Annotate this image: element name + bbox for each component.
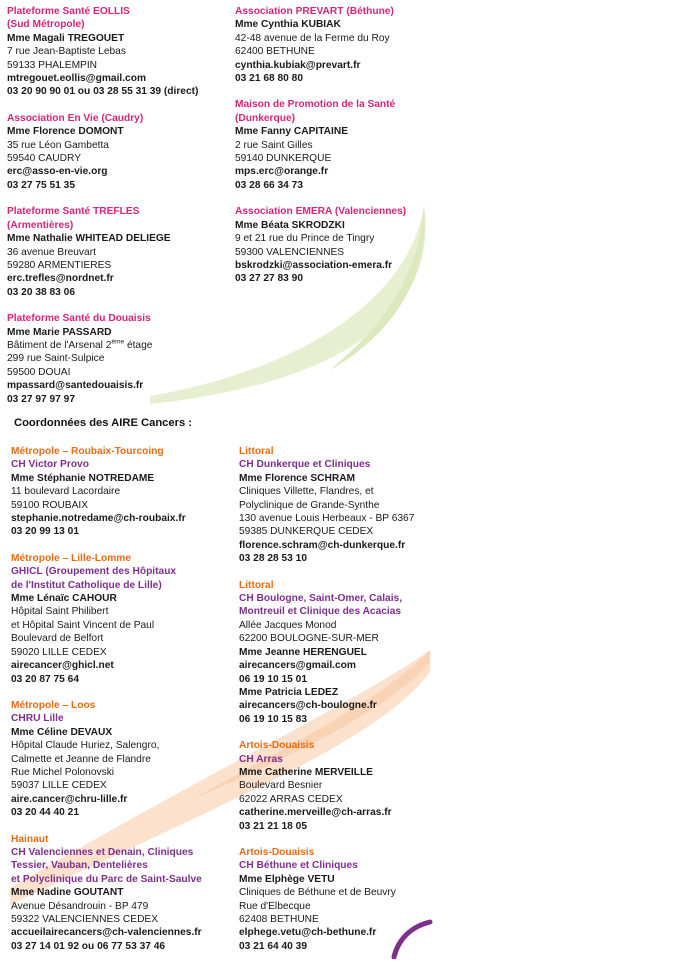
address-line: 130 avenue Louis Herbeaux - BP 6367 bbox=[239, 513, 415, 525]
entry-heading: Association En Vie (Caudry) bbox=[7, 112, 144, 124]
contact-entry bbox=[7, 5, 232, 99]
entry-heading: Association EMERA (Valenciennes) bbox=[235, 206, 407, 218]
contact-name: Mme Florence SCHRAM bbox=[239, 472, 356, 484]
phone-text: 03 28 28 53 10 bbox=[239, 553, 307, 565]
contact-name: Mme Nathalie WHITEAD DELIEGE bbox=[7, 233, 171, 245]
address-line: 62022 ARRAS CEDEX bbox=[239, 793, 343, 805]
contact-name: Mme Jeanne HERENGUEL bbox=[239, 646, 367, 658]
address-line: 62408 BETHUNE bbox=[239, 914, 319, 925]
contact-entry bbox=[239, 579, 464, 726]
phone-text: 03 21 68 80 80 bbox=[235, 73, 303, 85]
email-text: erc@asso-en-vie.org bbox=[7, 166, 108, 178]
entry-heading: CH Dunkerque et Cliniques bbox=[239, 459, 371, 471]
entry-heading: CH Béthune et Cliniques bbox=[239, 860, 358, 872]
contact-name: Mme Céline DEVAUX bbox=[11, 726, 113, 738]
address-line: 36 avenue Breuvart bbox=[7, 246, 96, 258]
contact-entry bbox=[239, 739, 464, 833]
bottom-left-column bbox=[11, 445, 236, 966]
bottom-right-column bbox=[239, 445, 464, 966]
address-line: 59020 LILLE CEDEX bbox=[11, 646, 107, 658]
contact-entry bbox=[235, 205, 460, 285]
entry-heading: Association PREVART (Béthune) bbox=[235, 6, 394, 17]
contact-name: Mme Béata SKRODZKI bbox=[235, 219, 345, 231]
address-line: 59100 ROUBAIX bbox=[11, 499, 89, 511]
contact-entry bbox=[239, 445, 464, 566]
address-line: Boulevard de Belfort bbox=[11, 633, 104, 645]
address-line: 59500 DOUAI bbox=[7, 366, 71, 378]
email-text: catherine.merveille@ch-arras.fr bbox=[239, 807, 392, 819]
email-text: airecancers@ch-boulogne.fr bbox=[239, 700, 377, 712]
entry-heading: CH Victor Provo bbox=[11, 459, 89, 471]
email-text: mps.erc@orange.fr bbox=[235, 166, 329, 178]
contact-name: Mme Marie PASSARD bbox=[7, 326, 112, 338]
phone-text: 03 27 27 83 90 bbox=[235, 273, 303, 285]
address-line: Rue d'Elbecque bbox=[239, 900, 311, 912]
entry-heading: Littoral bbox=[239, 579, 274, 591]
address-line: 7 rue Jean-Baptiste Lebas bbox=[7, 46, 126, 58]
entry-heading: CH Valenciennes et Denain, Cliniques bbox=[11, 846, 194, 858]
phone-text: 03 20 87 75 64 bbox=[11, 673, 79, 685]
contact-entry bbox=[7, 112, 232, 192]
entry-heading: Artois-Douaisis bbox=[239, 846, 315, 858]
address-line: Hôpital Claude Huriez, Salengro, bbox=[11, 740, 160, 752]
entry-heading: CHRU Lille bbox=[11, 713, 64, 725]
entry-heading: GHICL (Groupement des Hôpitaux bbox=[11, 566, 177, 578]
address-line: Avenue Désandrouin - BP 479 bbox=[11, 900, 149, 912]
contact-name: Mme Catherine MERVEILLE bbox=[239, 766, 373, 778]
entry-heading: Métropole – Roubaix-Tourcoing bbox=[11, 446, 164, 457]
address-line: Polyclinique de Grande-Synthe bbox=[239, 499, 380, 511]
contact-name: Mme Stéphanie NOTREDAME bbox=[11, 472, 155, 484]
email-text: mtregouet.eollis@gmail.com bbox=[7, 73, 147, 85]
email-text: accueilairecancers@ch-valenciennes.fr bbox=[11, 927, 202, 939]
contact-entry bbox=[11, 552, 236, 686]
entry-heading: Montreuil et Clinique des Acacias bbox=[239, 606, 402, 618]
address-line: Allée Jacques Monod bbox=[239, 619, 337, 631]
email-text: stephanie.notredame@ch-roubaix.fr bbox=[11, 513, 186, 525]
address-line: 59133 PHALEMPIN bbox=[7, 59, 98, 71]
aire-cancers-section-title: Coordonnées des AIRE Cancers : bbox=[14, 417, 193, 429]
email-text: florence.schram@ch-dunkerque.fr bbox=[239, 539, 406, 551]
phone-text: 03 20 38 83 06 bbox=[7, 286, 75, 298]
entry-heading: Métropole – Lille-Lomme bbox=[11, 552, 132, 564]
entry-heading: (Dunkerque) bbox=[235, 112, 295, 124]
address-line: 62400 BETHUNE bbox=[235, 46, 315, 58]
entry-heading: Plateforme Santé EOLLIS bbox=[7, 6, 130, 17]
address-line: Bâtiment de l'Arsenal 2ème étage bbox=[7, 338, 153, 351]
address-line: 59540 CAUDRY bbox=[7, 153, 81, 165]
entry-heading: Artois-Douaisis bbox=[239, 740, 315, 752]
address-line: 59140 DUNKERQUE bbox=[235, 153, 332, 165]
address-line: 11 boulevard Lacordaire bbox=[11, 486, 121, 498]
contact-name: Mme Nadine GOUTANT bbox=[11, 887, 124, 899]
email-text: erc.trefles@nordnet.fr bbox=[7, 273, 114, 285]
address-line: 59300 VALENCIENNES bbox=[235, 246, 345, 258]
entry-heading: (Armentières) bbox=[7, 219, 74, 231]
entry-heading: Maison de Promotion de la Santé bbox=[235, 99, 396, 111]
email-text: airecancers@gmail.com bbox=[239, 660, 356, 672]
entry-heading: Plateforme Santé TREFLES bbox=[7, 206, 140, 218]
address-line: 59385 DUNKERQUE CEDEX bbox=[239, 526, 374, 538]
phone-text: 03 20 44 40 21 bbox=[11, 807, 79, 819]
contact-name: Mme Lénaïc CAHOUR bbox=[11, 593, 117, 605]
contact-entry bbox=[11, 445, 236, 539]
entry-heading: Hainaut bbox=[11, 833, 49, 845]
superscript: ème bbox=[111, 338, 125, 346]
phone-text: 03 20 99 13 01 bbox=[11, 526, 79, 538]
phone-text: 06 19 10 15 83 bbox=[239, 713, 307, 725]
top-left-column bbox=[7, 5, 232, 419]
contact-name: Mme Cynthia KUBIAK bbox=[235, 19, 341, 31]
email-text: elphege.vetu@ch-bethune.fr bbox=[239, 927, 377, 939]
phone-text: 03 27 97 97 97 bbox=[7, 393, 75, 405]
address-line: 299 rue Saint-Sulpice bbox=[7, 353, 105, 365]
phone-text: 03 27 14 01 92 ou 06 77 53 37 46 bbox=[11, 940, 166, 952]
email-text: bskrodzki@association-emera.fr bbox=[235, 259, 393, 271]
contact-entry bbox=[239, 846, 464, 953]
address-line: 42-48 avenue de la Ferme du Roy bbox=[235, 32, 390, 44]
entry-heading: et Polyclinique du Parc de Saint-Saulve bbox=[11, 873, 202, 885]
address-line: 59037 LILLE CEDEX bbox=[11, 780, 107, 792]
contact-entry bbox=[11, 699, 236, 820]
address-line: Cliniques Villette, Flandres, et bbox=[239, 486, 374, 498]
entry-heading: CH Boulogne, Saint-Omer, Calais, bbox=[239, 593, 403, 605]
contact-name: Mme Fanny CAPITAINE bbox=[235, 126, 349, 138]
email-text: airecancer@ghicl.net bbox=[11, 660, 114, 672]
contact-name: Mme Magali TREGOUET bbox=[7, 32, 125, 44]
address-line: 35 rue Léon Gambetta bbox=[7, 139, 109, 151]
phone-text: 03 20 90 90 01 ou 03 28 55 31 39 (direct) bbox=[7, 86, 199, 98]
address-line: Cliniques de Béthune et de Beuvry bbox=[239, 887, 396, 899]
phone-text: 03 21 64 40 39 bbox=[239, 940, 307, 952]
address-line: 62200 BOULOGNE-SUR-MER bbox=[239, 633, 379, 645]
entry-heading: Tessier, Vauban, Dentelières bbox=[11, 860, 148, 872]
address-line: 9 et 21 rue du Prince de Tingry bbox=[235, 233, 375, 245]
entry-heading: Métropole – Loos bbox=[11, 699, 96, 711]
phone-text: 03 27 75 51 35 bbox=[7, 179, 75, 191]
phone-text: 06 19 10 15 01 bbox=[239, 673, 307, 685]
address-line: 2 rue Saint Gilles bbox=[235, 139, 313, 151]
contact-entry bbox=[7, 312, 232, 406]
address-line: Hôpital Saint Philibert bbox=[11, 606, 109, 618]
email-text: aire.cancer@chru-lille.fr bbox=[11, 793, 128, 805]
address-line: et Hôpital Saint Vincent de Paul bbox=[11, 619, 155, 631]
entry-heading: CH Arras bbox=[239, 753, 283, 765]
address-line: Rue Michel Polonovski bbox=[11, 766, 115, 778]
email-text: mpassard@santedouaisis.fr bbox=[7, 380, 144, 392]
entry-heading: (Sud Métropole) bbox=[7, 19, 85, 31]
contact-entry bbox=[7, 205, 232, 299]
email-text: cynthia.kubiak@prevart.fr bbox=[235, 59, 361, 71]
contact-entry bbox=[11, 833, 236, 954]
entry-heading: de l'Institut Catholique de Lille) bbox=[11, 579, 162, 591]
phone-text: 03 28 66 34 73 bbox=[235, 179, 303, 191]
entry-heading: Littoral bbox=[239, 446, 274, 457]
contact-entry bbox=[235, 5, 460, 85]
contact-name: Mme Patricia LEDEZ bbox=[239, 686, 339, 698]
address-line: 59322 VALENCIENNES CEDEX bbox=[11, 914, 159, 925]
address-line: Calmette et Jeanne de Flandre bbox=[11, 753, 151, 765]
phone-text: 03 21 21 18 05 bbox=[239, 820, 307, 832]
contact-name: Mme Florence DOMONT bbox=[7, 126, 124, 138]
entry-heading: Plateforme Santé du Douaisis bbox=[7, 313, 151, 325]
top-right-column bbox=[235, 5, 460, 299]
contact-entry bbox=[235, 98, 460, 192]
address-line: Boulevard Besnier bbox=[239, 780, 323, 792]
address-line: 59280 ARMENTIERES bbox=[7, 259, 112, 271]
contact-name: Mme Elphège VETU bbox=[239, 873, 335, 885]
